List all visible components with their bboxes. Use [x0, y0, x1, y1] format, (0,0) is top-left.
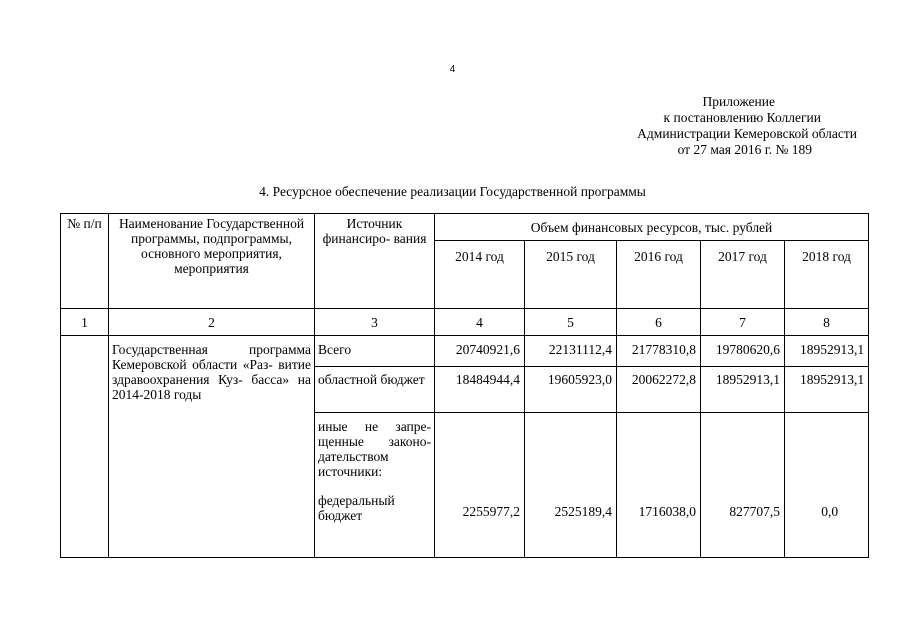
col-num-8: 8 [785, 309, 869, 336]
value-total-2017: 19780620,6 [701, 336, 785, 367]
program-name: Государственная программа Кемеровской области «Раз- витие здравоохранения Куз- басса» на 2014-2018 годы [109, 336, 315, 558]
program-num [61, 336, 109, 558]
row-source-total: Всего [315, 336, 435, 367]
appendix-line-4: от 27 мая 2016 г. № 189 [677, 142, 812, 157]
value-total-2016: 21778310,8 [617, 336, 701, 367]
appendix-line-3: Администрации Кемеровской области [637, 126, 857, 141]
header-source: Источник финансиро- вания [315, 214, 435, 309]
value-regional-2018: 18952913,1 [785, 367, 869, 413]
header-year-2018: 2018 год [785, 241, 869, 309]
resource-table [60, 213, 869, 558]
header-volume: Объем финансовых ресурсов, тыс. рублей [435, 214, 869, 241]
col-num-6: 6 [617, 309, 701, 336]
value-total-2018: 18952913,1 [785, 336, 869, 367]
row-source-other-label: иные не запре- щенные законо- дательством источники: [318, 419, 431, 479]
col-num-4: 4 [435, 309, 525, 336]
col-num-5: 5 [525, 309, 617, 336]
row-source-regional: областной бюджет [315, 367, 435, 413]
page-number: 4 [449, 64, 456, 75]
col-num-1: 1 [61, 309, 109, 336]
section-title: 4. Ресурсное обеспечение реализации Государственной программы [259, 184, 646, 199]
table-row [61, 336, 869, 367]
column-number-row [61, 309, 869, 336]
row-source-federal: федеральный бюджет [318, 493, 395, 523]
value-regional-2015: 19605923,0 [525, 367, 617, 413]
col-num-7: 7 [701, 309, 785, 336]
col-num-3: 3 [315, 309, 435, 336]
value-federal-2015: 2525189,4 [525, 413, 617, 558]
value-regional-2017: 18952913,1 [701, 367, 785, 413]
value-regional-2014: 18484944,4 [435, 367, 525, 413]
col-num-2: 2 [109, 309, 315, 336]
row-source-other [315, 413, 435, 558]
header-year-2014: 2014 год [435, 241, 525, 309]
value-regional-2016: 20062272,8 [617, 367, 701, 413]
value-federal-2018: 0,0 [785, 413, 869, 558]
header-num: № п/п [61, 214, 109, 309]
value-total-2014: 20740921,6 [435, 336, 525, 367]
appendix-line-2: к постановлению Коллегии [663, 110, 821, 125]
header-year-2016: 2016 год [617, 241, 701, 309]
appendix-block [637, 94, 857, 158]
value-total-2015: 22131112,4 [525, 336, 617, 367]
value-federal-2016: 1716038,0 [617, 413, 701, 558]
value-federal-2017: 827707,5 [701, 413, 785, 558]
value-federal-2014: 2255977,2 [435, 413, 525, 558]
header-year-2015: 2015 год [525, 241, 617, 309]
header-name: Наименование Государственной программы, подпрограммы, основного мероприятия, мероприятия [109, 214, 315, 309]
header-row-1 [61, 214, 869, 241]
header-year-2017: 2017 год [701, 241, 785, 309]
appendix-line-1: Приложение [702, 94, 775, 109]
